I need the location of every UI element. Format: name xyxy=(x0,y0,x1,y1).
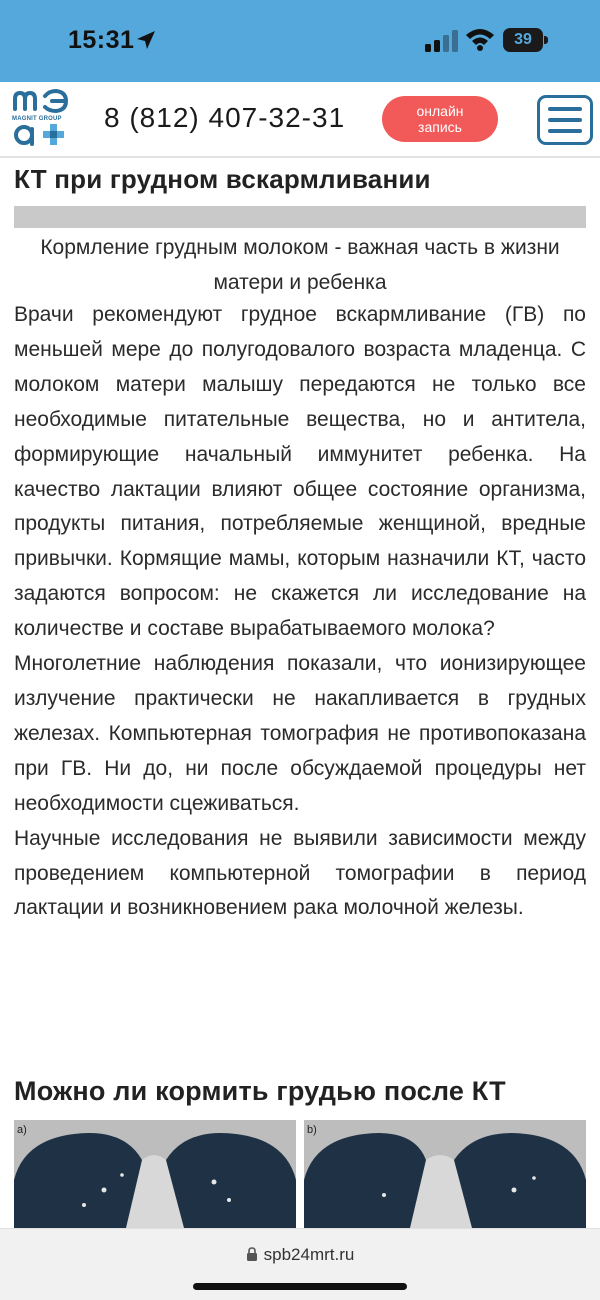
wifi-icon xyxy=(465,27,495,51)
browser-address-bar[interactable] xyxy=(0,1228,600,1300)
image-label: a) xyxy=(17,1124,27,1136)
phone-number-link[interactable]: 8 (812) 407-32-31 xyxy=(104,102,346,133)
status-time: 15:31 xyxy=(68,26,135,54)
location-arrow-icon xyxy=(136,30,156,50)
battery-level: 39 xyxy=(514,31,532,48)
page-title: КТ при грудном вскармливании xyxy=(14,164,431,194)
site-header xyxy=(0,82,600,158)
image-label: b) xyxy=(307,1124,317,1136)
online-booking-button[interactable] xyxy=(382,96,498,142)
battery-icon xyxy=(503,28,549,52)
ct-scan-image-a xyxy=(14,1120,296,1228)
booking-label-line2: запись xyxy=(418,119,462,135)
site-logo[interactable] xyxy=(12,87,72,151)
ct-scan-image-b xyxy=(304,1120,586,1228)
url-row[interactable] xyxy=(0,1245,600,1265)
article-subtitle: Кормление грудным молоком - важная часть в жизни матери и ребенка xyxy=(40,236,560,294)
lock-icon xyxy=(246,1247,258,1261)
booking-label-line1: онлайн xyxy=(416,103,464,119)
title-divider-band xyxy=(14,206,586,228)
hamburger-menu-button[interactable] xyxy=(537,95,593,145)
section-heading: Можно ли кормить грудью после КТ xyxy=(14,1076,506,1106)
logo-caption: MAGNIT GROUP xyxy=(12,116,62,122)
status-bar xyxy=(0,0,600,82)
url-text: spb24mrt.ru xyxy=(263,1245,355,1264)
article-paragraph: Научные исследования не выявили зависимости между проведением компьютерной томографии в период лактации и возникновением рака молочной железы. xyxy=(14,826,586,920)
article-body xyxy=(14,298,586,926)
cellular-signal-icon xyxy=(425,30,459,52)
article-paragraph: Врачи рекомендуют грудное вскармливание (ГВ) по меньшей мере до полугодовалого возраста младенца. С молоком матери малышу передаются не только все необходимые питательные вещества, но и антитела, формирующие начальный иммунитет ребенка. На качество лактации влияют общее состояние организма, продукты питания, потребляемые женщиной, вредные привычки. Кормящие мамы, которым назначили КТ, часто задаются вопросом: не скажется ли исследование на количестве и составе вырабатываемого молока? xyxy=(14,303,586,641)
home-indicator[interactable] xyxy=(193,1283,407,1290)
article-paragraph: Многолетние наблюдения показали, что ионизирующее излучение практически не накапливается в грудных железах. Компьютерная томография не противопоказана при ГВ. Ни до, ни после обсуждаемой процедуры нет необходимости сцеживаться. xyxy=(14,652,586,815)
